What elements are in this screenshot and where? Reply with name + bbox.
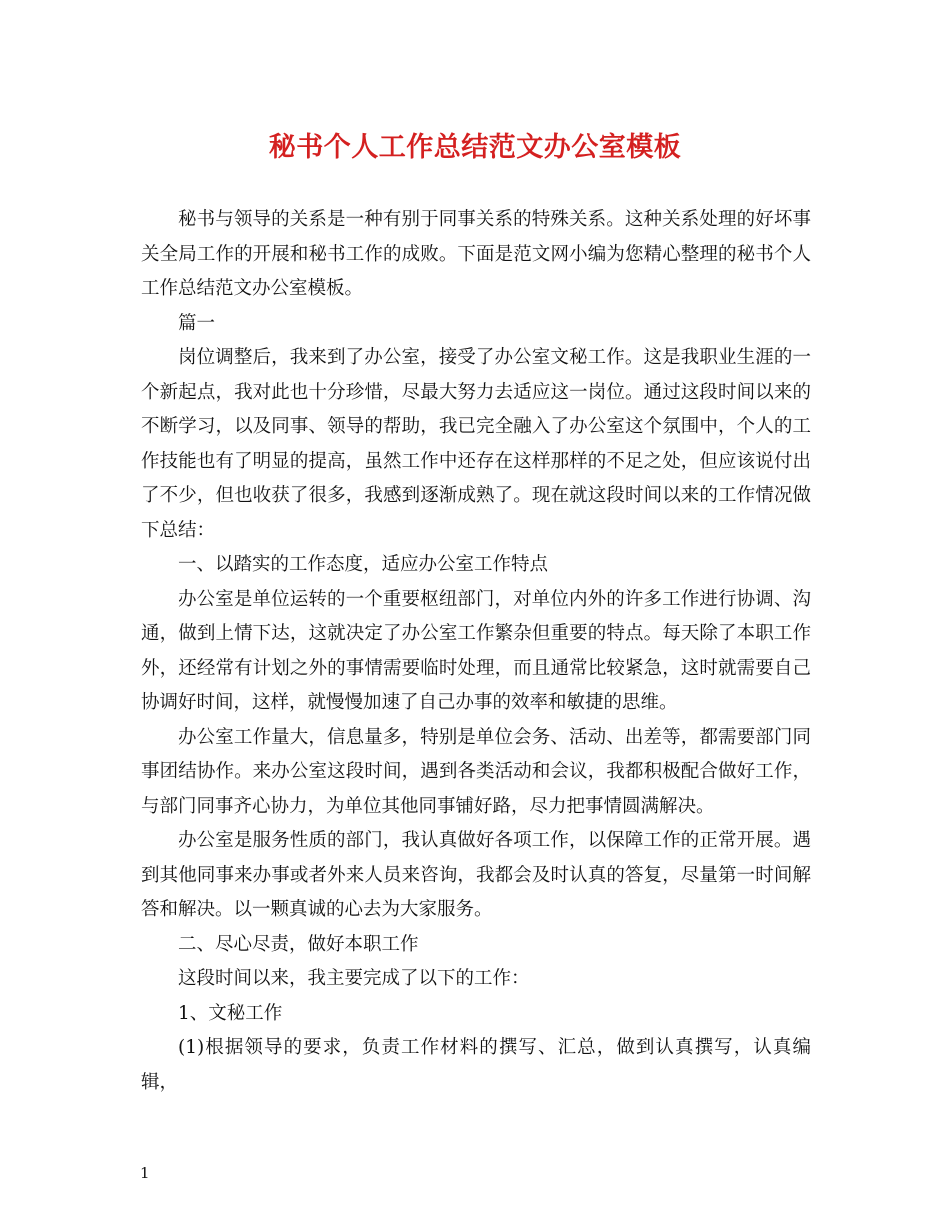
- document-body: [141, 203, 811, 1100]
- subheading: 1、文秘工作: [178, 1002, 283, 1024]
- section-label: 篇一: [178, 312, 216, 334]
- paragraph: 岗位调整后，我来到了办公室，接受了办公室文秘工作。这是我职业生涯的一个新起点，我对此也十分珍惜，尽最大努力去适应这一岗位。通过这段时间以来的不断学习，以及同事、领导的帮助，我已完全融入了办公室这个氛围中，个人的工作技能也有了明显的提高，虽然工作中还存在这样那样的不足之处，但应该说付出了不少，但也收获了很多，我感到逐渐成熟了。现在就这段时间以来的工作情况做下总结：: [141, 347, 811, 541]
- document-title: 秘书个人工作总结范文办公室模板: [268, 132, 682, 163]
- paragraph: (1)根据领导的要求，负责工作材料的撰写、汇总，做到认真撰写，认真编辑，: [141, 1037, 811, 1093]
- heading-two: 二、尽心尽责，做好本职工作: [178, 933, 419, 955]
- page-number: 1: [140, 1164, 150, 1182]
- paragraph: 办公室是单位运转的一个重要枢纽部门，对单位内外的许多工作进行协调、沟通，做到上情下达，这就决定了办公室工作繁杂但重要的特点。每天除了本职工作外，还经常有计划之外的事情需要临时处理，而且通常比较紧急，这时就需要自己协调好时间，这样，就慢慢加速了自己办事的效率和敏捷的思维。: [141, 588, 811, 713]
- paragraph: 这段时间以来，我主要完成了以下的工作：: [178, 968, 530, 989]
- paragraph: 办公室是服务性质的部门，我认真做好各项工作，以保障工作的正常开展。遇到其他同事来办事或者外来人员来咨询，我都会及时认真的答复，尽量第一时间解答和解决。以一颗真诚的心去为大家服务。: [141, 830, 811, 920]
- paragraph-intro: 秘书与领导的关系是一种有别于同事关系的特殊关系。这种关系处理的好坏事关全局工作的开展和秘书工作的成败。下面是范文网小编为您精心整理的秘书个人工作总结范文办公室模板。: [141, 209, 811, 299]
- paragraph: 办公室工作量大，信息量多，特别是单位会务、活动、出差等，都需要部门同事团结协作。来办公室这段时间，遇到各类活动和会议，我都积极配合做好工作，与部门同事齐心协力，为单位其他同事铺好路，尽力把事情圆满解决。: [141, 726, 811, 817]
- heading-one: 一、以踏实的工作态度，适应办公室工作特点: [178, 554, 549, 575]
